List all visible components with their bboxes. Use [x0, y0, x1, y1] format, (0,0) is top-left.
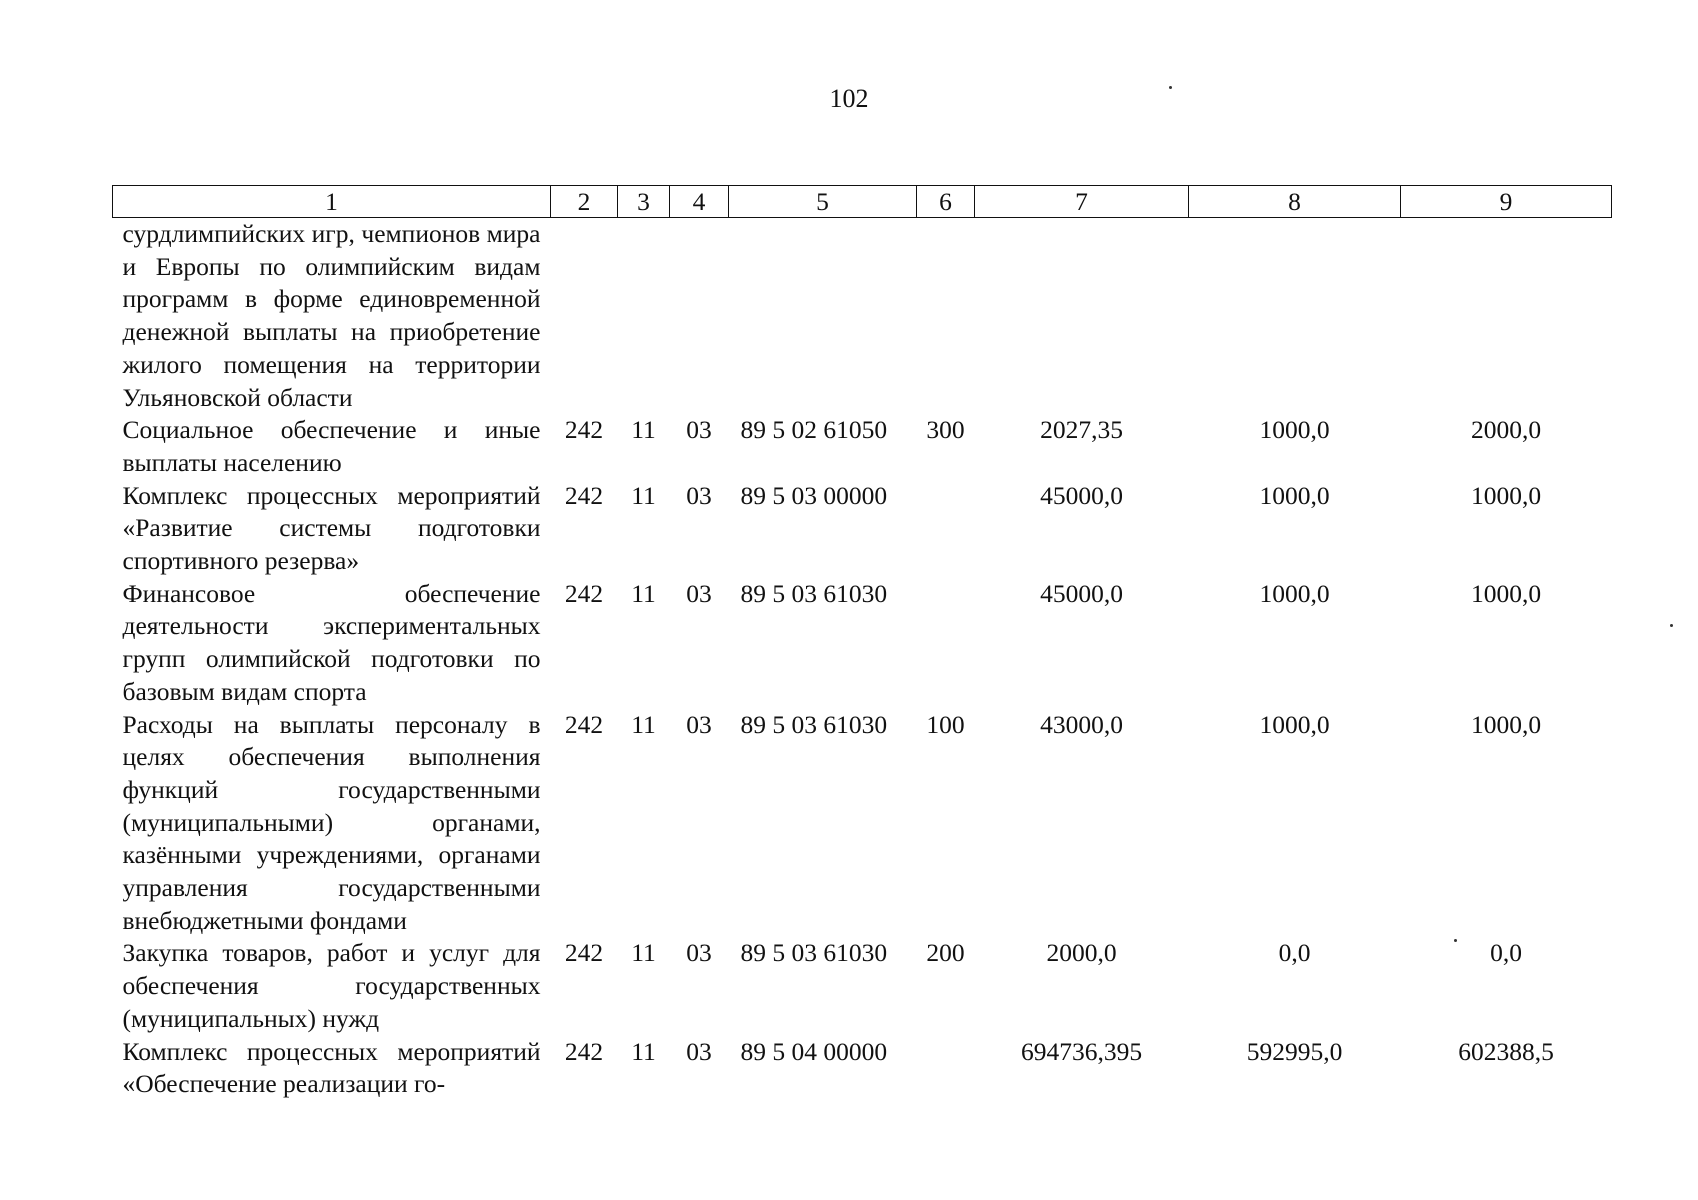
row-col-4: 03 — [686, 415, 712, 445]
column-header-9: 9 — [1401, 186, 1612, 218]
row-col-8: 1000,0 — [1259, 480, 1330, 510]
row-col-6: 300 — [926, 415, 965, 445]
table-row — [113, 218, 1612, 415]
row-col-5: 89 5 02 61050 — [740, 415, 888, 445]
row-col-2: 242 — [564, 480, 604, 510]
row-col-9: 0,0 — [1490, 938, 1522, 968]
row-name: сурдлимпийских игр, чемпионов мира и Европы по олимпийским видам программ в форме единовременной денежной выплаты на приобретение жилого помещения на территории Ульяновской области — [122, 219, 541, 412]
table-row — [113, 937, 1612, 1035]
row-col-4: 03 — [686, 480, 712, 510]
row-col-8: 592995,0 — [1246, 1036, 1343, 1066]
scan-speck — [1169, 86, 1172, 89]
scan-speck — [1670, 624, 1673, 627]
row-col-6: 200 — [926, 938, 965, 968]
row-col-9: 1000,0 — [1470, 578, 1542, 608]
row-col-5: 89 5 03 00000 — [740, 480, 888, 510]
row-col-8: 1000,0 — [1259, 709, 1330, 739]
row-col-8: 0,0 — [1278, 938, 1311, 968]
row-name: Социальное обеспечение и иные выплаты населению — [122, 415, 541, 477]
table-row — [113, 414, 1612, 479]
row-col-3: 11 — [631, 938, 656, 968]
header-row — [113, 186, 1612, 218]
column-header-8: 8 — [1189, 186, 1401, 218]
row-col-5: 89 5 03 61030 — [740, 578, 888, 608]
row-col-3: 11 — [631, 1036, 656, 1066]
table-row — [113, 1036, 1612, 1101]
scan-speck — [1454, 939, 1457, 942]
row-name: Закупка товаров, работ и услуг для обеспечения государственных (муниципальных) нужд — [122, 938, 541, 1033]
table-row — [113, 578, 1612, 709]
column-header-4: 4 — [670, 186, 729, 218]
row-name: Финансовое обеспечение деятельности экспериментальных групп олимпийской подготовки по базовым видам спорта — [122, 578, 541, 706]
column-header-7: 7 — [975, 186, 1189, 218]
row-col-5: 89 5 04 00000 — [740, 1036, 888, 1066]
budget-table — [112, 185, 1612, 1101]
row-col-3: 11 — [631, 709, 656, 739]
row-col-2: 242 — [564, 578, 604, 608]
row-col-8 — [1189, 218, 1401, 415]
row-col-6: 100 — [926, 709, 965, 739]
row-col-3: 11 — [631, 415, 656, 445]
row-col-9: 1000,0 — [1470, 709, 1542, 739]
row-col-8: 1000,0 — [1259, 415, 1330, 445]
row-col-9: 2000,0 — [1470, 415, 1542, 445]
column-header-1: 1 — [113, 186, 551, 218]
row-col-5: 89 5 03 61030 — [740, 938, 888, 968]
row-col-9: 602388,5 — [1458, 1036, 1554, 1066]
row-col-4: 03 — [686, 709, 712, 739]
column-header-6: 6 — [917, 186, 975, 218]
row-col-6 — [917, 218, 975, 415]
row-col-4 — [670, 218, 729, 415]
row-col-2: 242 — [564, 709, 604, 739]
table-row — [113, 709, 1612, 938]
row-col-5: 89 5 03 61030 — [740, 709, 888, 739]
row-col-2: 242 — [564, 415, 604, 445]
row-col-7: 694736,395 — [1020, 1036, 1143, 1066]
row-name: Расходы на выплаты персоналу в целях обеспечения выполнения функций государственными (муниципальными) органами, казёнными учреждениями, органами управления государственными внебюджетными фондами — [122, 709, 541, 935]
row-col-9: 1000,0 — [1470, 480, 1542, 510]
page-number: 102 — [829, 84, 869, 113]
row-col-7: 45000,0 — [1040, 578, 1123, 608]
column-header-2: 2 — [551, 186, 618, 218]
row-col-2: 242 — [564, 1036, 604, 1066]
row-col-7: 2027,35 — [1040, 415, 1123, 445]
column-header-5: 5 — [729, 186, 917, 218]
row-col-4: 03 — [686, 938, 712, 968]
row-col-7: 45000,0 — [1040, 480, 1123, 510]
row-col-4: 03 — [686, 1036, 712, 1066]
table-row — [113, 480, 1612, 578]
row-name: Комплекс процессных мероприятий «Развитие системы подготовки спортивного резерва» — [122, 480, 541, 576]
row-col-6 — [917, 480, 975, 578]
row-col-3: 11 — [631, 480, 656, 510]
row-col-7 — [975, 218, 1189, 415]
column-header-3: 3 — [618, 186, 670, 218]
row-col-5 — [729, 218, 917, 415]
row-col-7: 43000,0 — [1040, 709, 1123, 739]
row-col-6 — [917, 1036, 975, 1101]
row-col-7: 2000,0 — [1046, 938, 1117, 968]
row-col-8: 1000,0 — [1259, 578, 1330, 608]
row-col-9 — [1401, 218, 1612, 415]
row-col-2 — [551, 218, 618, 415]
row-name: Комплекс процессных мероприятий «Обеспечение реализации го- — [122, 1036, 541, 1099]
row-col-2: 242 — [564, 938, 604, 968]
row-col-4: 03 — [686, 578, 712, 608]
row-col-6 — [917, 578, 975, 709]
row-col-3 — [618, 218, 670, 415]
row-col-3: 11 — [631, 578, 656, 608]
